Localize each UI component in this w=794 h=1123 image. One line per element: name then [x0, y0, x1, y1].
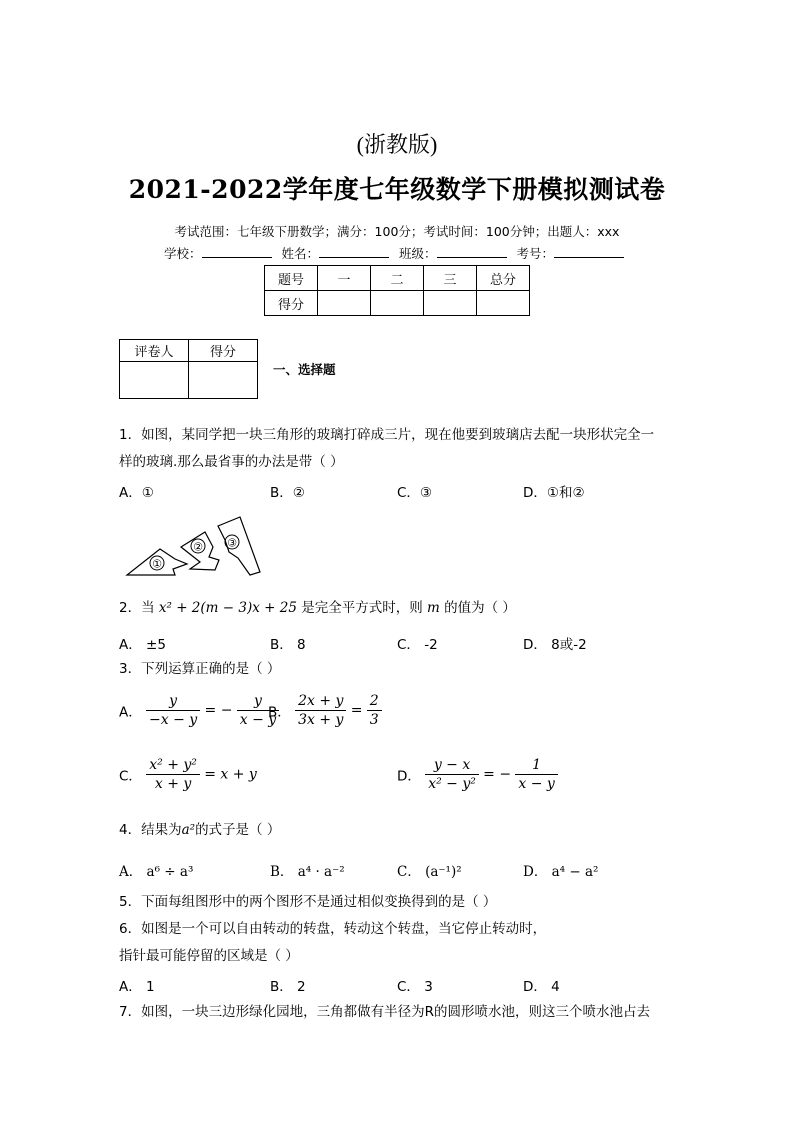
q4-option-b[interactable]: B． a⁴ · a⁻²: [270, 864, 345, 880]
q3-c-label: C．: [119, 768, 142, 785]
q4-prefix: 4．结果为: [119, 822, 182, 838]
q3-option-d[interactable]: [397, 756, 558, 793]
q2-text: [119, 597, 516, 619]
q6-text-line2: 指针最可能停留的区域是（ ）: [119, 948, 299, 964]
glass-label-3: ③: [227, 536, 237, 550]
student-fields: [0, 244, 794, 262]
q2-option-c[interactable]: C． -2: [397, 637, 438, 653]
q3-d-equals: = −: [483, 766, 512, 783]
field-number-blank[interactable]: [554, 245, 624, 258]
q3-option-a[interactable]: [119, 692, 279, 729]
q3-b-frac2: $\frac{2}{3}$: [367, 692, 382, 729]
q4-text: [119, 819, 280, 841]
q2-suffix: 的值为（ ）: [444, 600, 516, 616]
q3-b-frac1: $\frac{2x + y}{3x + y}$: [295, 692, 346, 729]
q1-text-line2: 样的玻璃.那么最省事的办法是带（ ）: [119, 454, 344, 470]
score-table: [264, 265, 530, 316]
grader-header-cell: 评卷人: [120, 340, 189, 362]
q2-mid: 是完全平方式时，则: [301, 600, 423, 616]
q1-option-a[interactable]: A．①: [119, 485, 154, 501]
field-school-label: 学校：: [163, 246, 202, 261]
grader-table: [119, 339, 258, 399]
field-class-label: 班级：: [398, 246, 437, 261]
q2-prefix: 2．当: [119, 600, 155, 616]
exam-title: 2021-2022学年度七年级数学下册模拟测试卷: [128, 175, 666, 204]
score-header-cell: 题号: [265, 266, 318, 291]
field-number-label: 考号：: [516, 246, 554, 261]
q4-option-a[interactable]: A． a⁶ ÷ a³: [119, 864, 194, 880]
field-name-label: 姓名：: [281, 246, 319, 261]
q1-broken-glass-figure: [125, 512, 265, 582]
score-cell[interactable]: [477, 291, 530, 316]
q3-d-frac1: $\frac{y - x}{\text{x² − y²}}$: [425, 756, 479, 793]
q3-a-frac1: $\frac{y}{-x - y}$: [146, 692, 200, 729]
score-row-label: 得分: [265, 291, 318, 316]
q7-text: 7．如图，一块三边形绿化园地，三角都做有半径为R的圆形喷水池，则这三个喷水池占去: [119, 1004, 650, 1020]
q1-option-c[interactable]: C．③: [397, 485, 433, 501]
score-header-cell: 三: [424, 266, 477, 291]
q1-option-b[interactable]: B．②: [270, 485, 305, 501]
q5-text: 5．下面每组图形中的两个图形不是通过相似变换得到的是（ ）: [119, 894, 497, 910]
q6-option-b[interactable]: B． 2: [270, 979, 306, 995]
q6-option-c[interactable]: C． 3: [397, 979, 433, 995]
score-header-cell: 总分: [477, 266, 530, 291]
q2-option-b[interactable]: B． 8: [270, 637, 306, 653]
glass-label-1: ①: [152, 557, 162, 571]
grader-cell[interactable]: [120, 362, 189, 399]
q4-expression: a²: [181, 822, 196, 838]
q3-b-label: B．: [268, 704, 291, 721]
q3-d-frac2: $\frac{1}{x - y}$: [515, 756, 557, 793]
q3-d-label: D．: [397, 768, 421, 785]
q3-c-rhs: = x + y: [204, 766, 257, 783]
q3-text: 3．下列运算正确的是（ ）: [119, 661, 281, 677]
q6-option-a[interactable]: A． 1: [119, 979, 155, 995]
glass-label-2: ②: [193, 540, 203, 554]
field-school-blank[interactable]: [202, 245, 272, 258]
q3-c-frac: $\frac{\text{x² + y²}}{x + y}$: [146, 756, 200, 793]
grader-row: [120, 362, 258, 399]
q2-expression: x² + 2(m − 3)x + 25: [158, 600, 297, 616]
glass-piece-3: [218, 517, 260, 575]
q6-text-line1: 6．如图是一个可以自由转动的转盘，转动这个转盘，当它停止转动时，: [119, 921, 547, 937]
score-table-row: [265, 291, 530, 316]
q3-a-equals: = −: [204, 702, 233, 719]
score-cell[interactable]: [318, 291, 371, 316]
q1-text-line1: 1．如图，某同学把一块三角形的玻璃打碎成三片，现在他要到玻璃店去配一块形状完全一: [119, 427, 655, 443]
grader-header-cell: 得分: [189, 340, 258, 362]
grader-header-row: [120, 340, 258, 362]
field-name-blank[interactable]: [319, 245, 389, 258]
score-table-header-row: [265, 266, 530, 291]
score-header-cell: 一: [318, 266, 371, 291]
exam-info-line: 考试范围：七年级下册数学；满分：100分；考试时间：100分钟；出题人：xxx: [174, 224, 620, 239]
field-class-blank[interactable]: [437, 245, 507, 258]
q3-option-c[interactable]: [119, 756, 257, 793]
q6-option-d[interactable]: D． 4: [523, 979, 560, 995]
q3-a-frac2: $\frac{y}{x - y}$: [237, 692, 279, 729]
grader-cell[interactable]: [189, 362, 258, 399]
q4-option-d[interactable]: D． a⁴ − a²: [523, 864, 599, 880]
q4-option-c[interactable]: C． (a⁻¹)²: [397, 864, 462, 880]
q3-a-label: A．: [119, 704, 142, 721]
section-title: 一、选择题: [273, 362, 336, 377]
q4-suffix: 的式子是（ ）: [195, 822, 281, 838]
q1-option-d[interactable]: D．①和②: [523, 485, 585, 501]
score-cell[interactable]: [424, 291, 477, 316]
q2-option-a[interactable]: A． ±5: [119, 637, 166, 653]
score-header-cell: 二: [371, 266, 424, 291]
q2-variable: m: [427, 600, 440, 616]
q2-option-d[interactable]: D． 8或-2: [523, 637, 587, 653]
edition-label: (浙教版): [356, 132, 438, 157]
q3-b-equals: =: [350, 702, 363, 719]
q3-option-b[interactable]: [268, 692, 382, 729]
score-cell[interactable]: [371, 291, 424, 316]
